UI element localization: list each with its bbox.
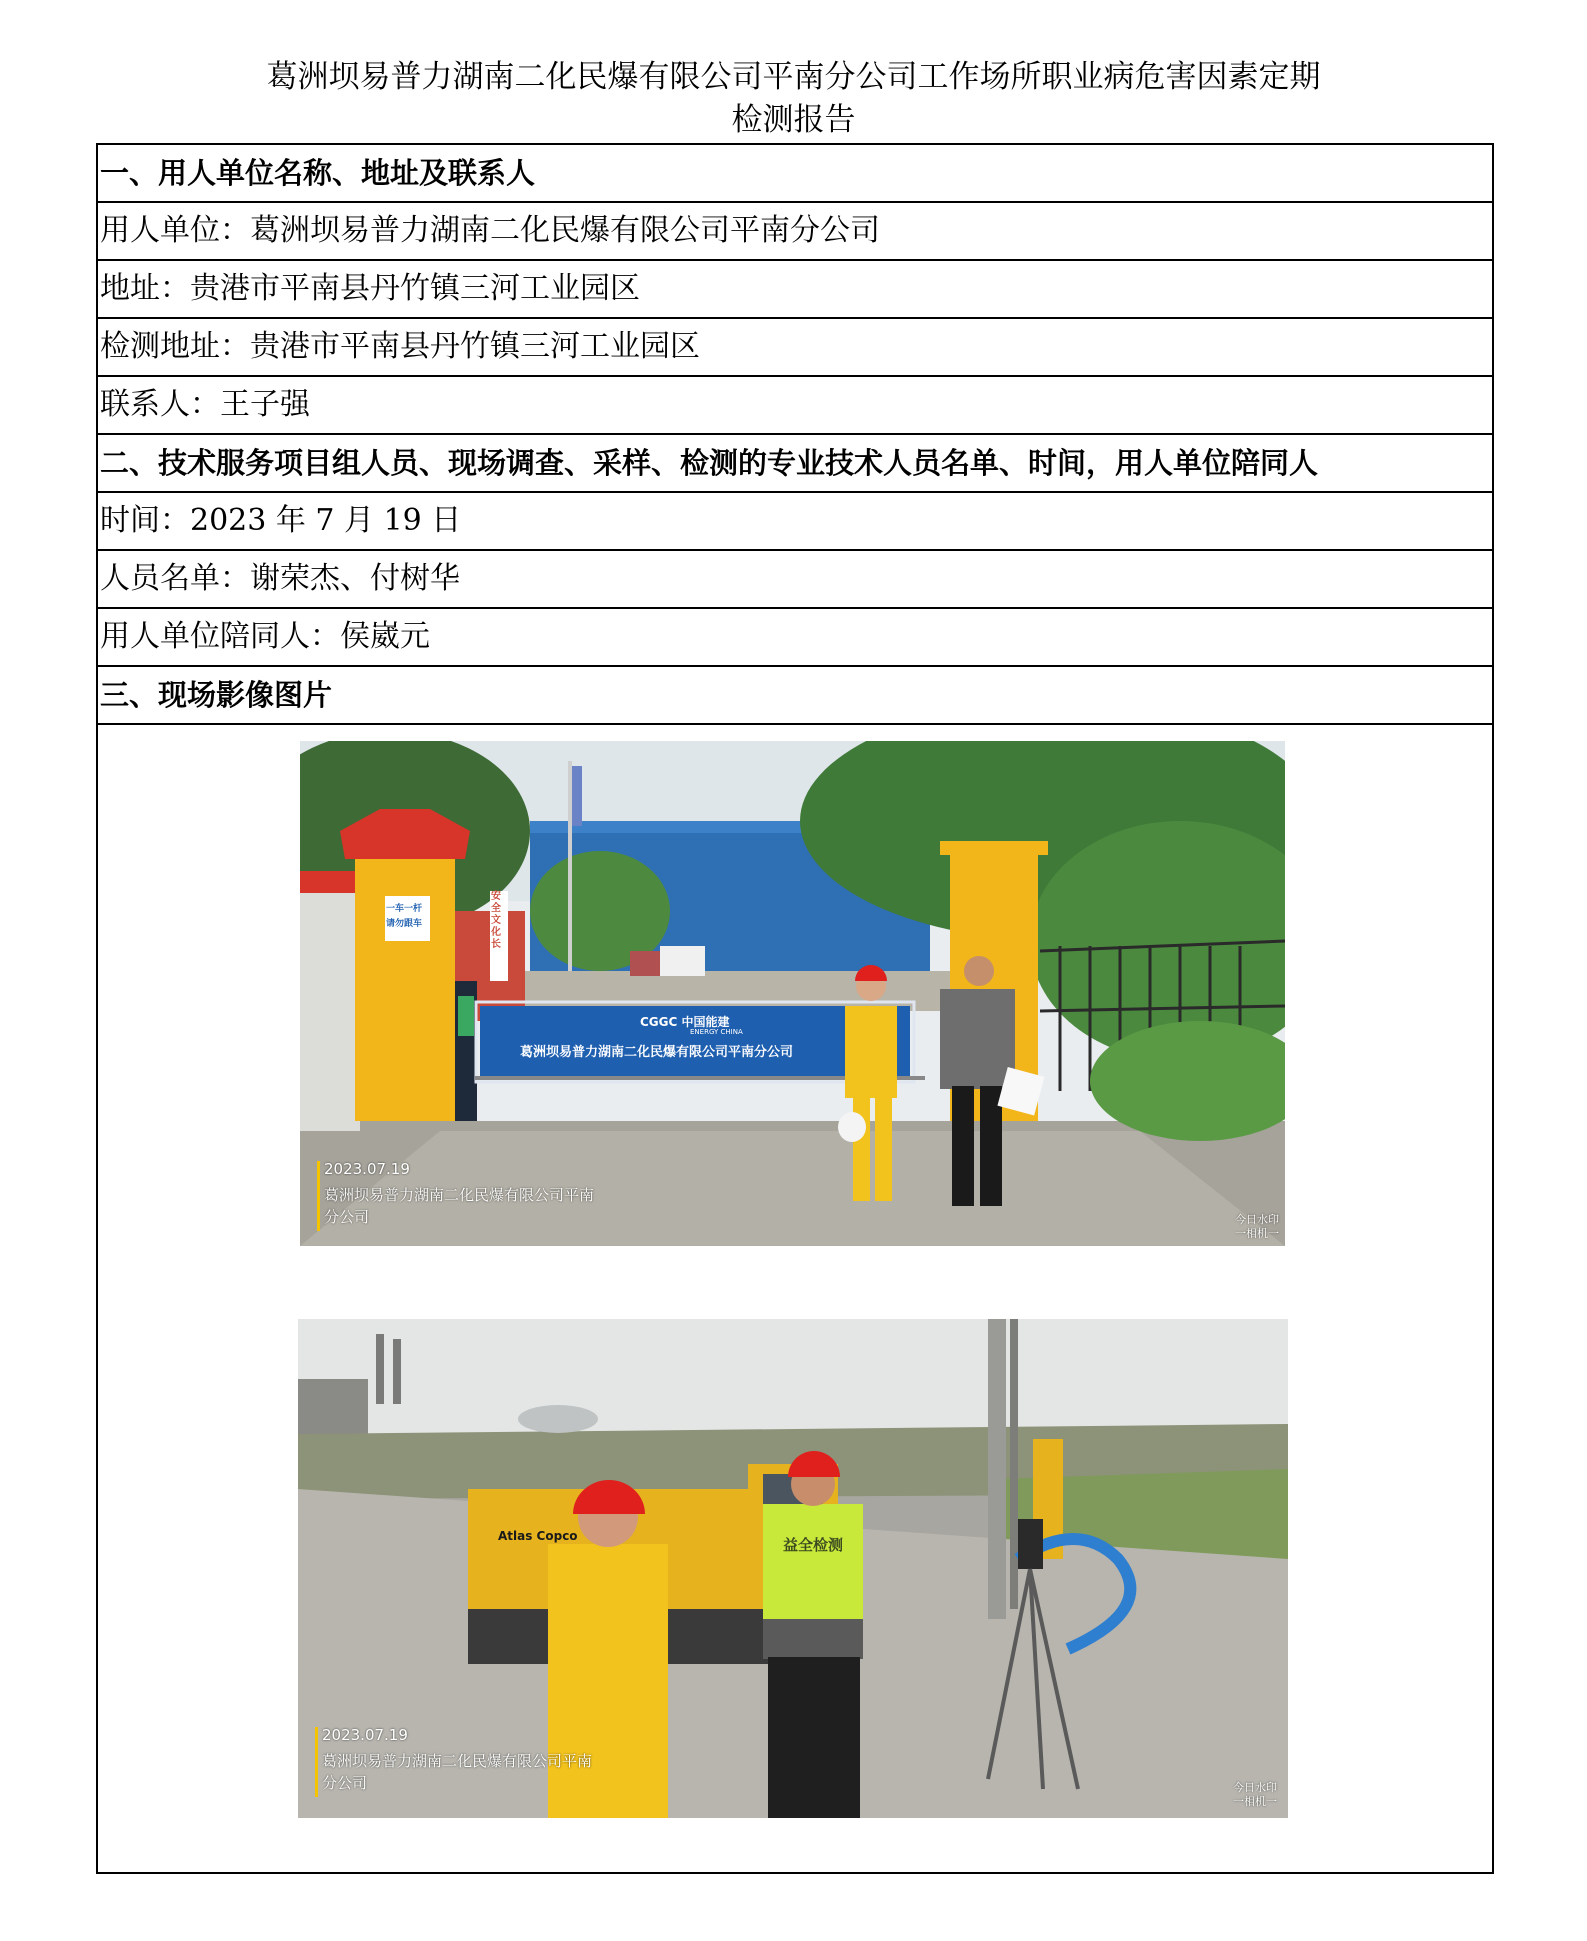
section3-heading: 三、现场影像图片 bbox=[98, 667, 1492, 725]
watermark-company-line1: 葛洲坝易普力湖南二化民爆有限公司平南 bbox=[322, 1752, 593, 1770]
report-title-line2: 检测报告 bbox=[731, 102, 856, 138]
section1-heading: 一、用人单位名称、地址及联系人 bbox=[98, 145, 1492, 203]
escort-row: 用人单位陪同人：侯崴元 bbox=[98, 609, 1492, 667]
culture-sign: 安全文化长 bbox=[491, 891, 501, 950]
gate-sign-brand: CGGC 中国能建 bbox=[640, 1015, 730, 1029]
site-photo-drilling bbox=[298, 1319, 1288, 1818]
watermark-logo-line2: 一相机一 bbox=[1233, 1795, 1277, 1808]
machine-brand: Atlas Copco bbox=[498, 1529, 578, 1543]
section2-heading: 二、技术服务项目组人员、现场调查、采样、检测的专业技术人员名单、时间，用人单位陪同人 bbox=[98, 435, 1492, 493]
post-sign-line1: 一车一杆 bbox=[386, 904, 423, 914]
post-sign-line2: 请勿跟车 bbox=[386, 919, 423, 929]
staff-row: 人员名单：谢荣杰、付树华 bbox=[98, 551, 1492, 609]
watermark-company-line2: 分公司 bbox=[322, 1774, 368, 1792]
watermark-logo-line2: 一相机一 bbox=[1235, 1227, 1279, 1240]
report-title-line1: 葛洲坝易普力湖南二化民爆有限公司平南分公司工作场所职业病危害因素定期 bbox=[266, 59, 1321, 95]
gate-sign-brand-sub: ENERGY CHINA bbox=[690, 1028, 743, 1036]
watermark-date: 2023.07.19 bbox=[324, 1160, 410, 1178]
watermark-date: 2023.07.19 bbox=[322, 1726, 408, 1744]
contact-row: 联系人：王子强 bbox=[98, 377, 1492, 435]
test-address-row: 检测地址：贵港市平南县丹竹镇三河工业园区 bbox=[98, 319, 1492, 377]
gate-sign-text: 葛洲坝易普力湖南二化民爆有限公司平南分公司 bbox=[520, 1045, 794, 1060]
address-row: 地址：贵港市平南县丹竹镇三河工业园区 bbox=[98, 261, 1492, 319]
watermark-bar bbox=[317, 1161, 320, 1231]
time-row: 时间：2023 年 7 月 19 日 bbox=[98, 493, 1492, 551]
watermark-logo-line1: 今日水印 bbox=[1235, 1213, 1279, 1226]
watermark-company-line2: 分公司 bbox=[324, 1208, 370, 1226]
watermark-logo-line1: 今日水印 bbox=[1233, 1781, 1277, 1794]
site-photo-gate bbox=[300, 741, 1285, 1246]
watermark-company-line1: 葛洲坝易普力湖南二化民爆有限公司平南 bbox=[324, 1186, 595, 1204]
watermark-bar bbox=[315, 1727, 318, 1797]
vest-text: 益全检测 bbox=[783, 1536, 844, 1554]
employer-row: 用人单位：葛洲坝易普力湖南二化民爆有限公司平南分公司 bbox=[98, 203, 1492, 261]
